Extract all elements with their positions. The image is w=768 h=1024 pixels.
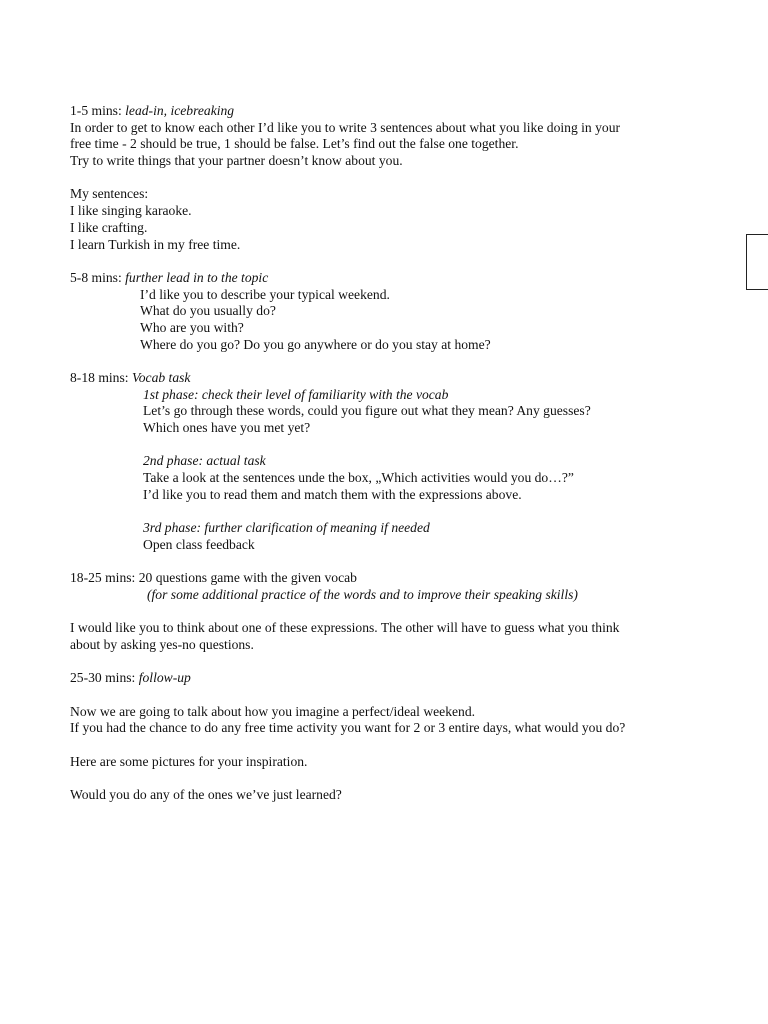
section-1-title: lead-in, icebreaking [125,103,235,118]
lesson-plan [70,103,730,804]
section-1-line: In order to get to know each other I’d like you to write 3 sentences about what you like doing in your [70,119,621,135]
phase-1-title: 1st phase: check their level of familiarity with the vocab [143,386,449,402]
section-3-time: 8-18 mins: [70,370,132,385]
section-2-line: Where do you go? Do you go anywhere or do you stay at home? [140,336,491,352]
section-1-heading [70,103,730,120]
section-2-time: 5-8 mins: [70,269,126,285]
phase-2-line: I’d like you to read them and match them with the expressions above. [143,486,522,502]
phase-3-title: 3rd phase: further clarification of meaning if needed [143,520,430,536]
section-4-note: (for some additional practice of the words and to improve their speaking skills) [147,586,578,602]
phase-2-line: Take a look at the sentences unde the box, „Which activities would you do…?” [143,470,574,486]
section-2-line: What do you usually do? [140,303,276,319]
section-4-heading: 18-25 mins: 20 questions game with the given vocab [70,570,357,586]
section-5-paragraph: Here are some pictures for your inspiration. [70,753,308,769]
section-5-time: 25-30 mins: [70,670,139,686]
section-1-time: 1-5 mins: [70,103,126,118]
section-5-title: follow-up [138,670,191,686]
section-4-paragraph: about by asking yes-no questions. [70,637,254,652]
my-sentences-label: My sentences: [70,186,149,202]
section-5-paragraph: Would you do any of the ones we’ve just learned? [70,787,342,803]
section-5-paragraph: If you had the chance to do any free time activity you want for 2 or 3 entire days, what would you do? [70,720,626,736]
section-1-line: free time - 2 should be true, 1 should be false. Let’s find out the false one together. [70,136,519,152]
section-5-paragraph: Now we are going to talk about how you imagine a perfect/ideal weekend. [70,703,476,719]
page-edge-tab [746,234,768,290]
phase-2-title: 2nd phase: actual task [143,453,266,469]
section-2-line: I’d like you to describe your typical weekend. [140,286,390,302]
section-2-title: further lead in to the topic [125,269,269,285]
section-5-heading [70,670,730,687]
my-sentence: I learn Turkish in my free time. [70,236,241,252]
section-3-title: Vocab task [131,370,191,385]
section-3-heading [70,370,730,387]
my-sentence: I like crafting. [70,219,148,235]
phase-1-line: Let’s go through these words, could you figure out what they mean? Any guesses? [143,403,591,419]
section-4-paragraph: I would like you to think about one of these expressions. The other will have to guess what you think [70,620,620,636]
section-2-heading [70,270,730,287]
phase-3-line: Open class feedback [143,536,255,552]
section-2-line: Who are you with? [140,319,244,335]
phase-1-line: Which ones have you met yet? [143,420,311,436]
my-sentence: I like singing karaoke. [70,203,192,219]
section-1-line: Try to write things that your partner doesn’t know about you. [70,153,403,169]
